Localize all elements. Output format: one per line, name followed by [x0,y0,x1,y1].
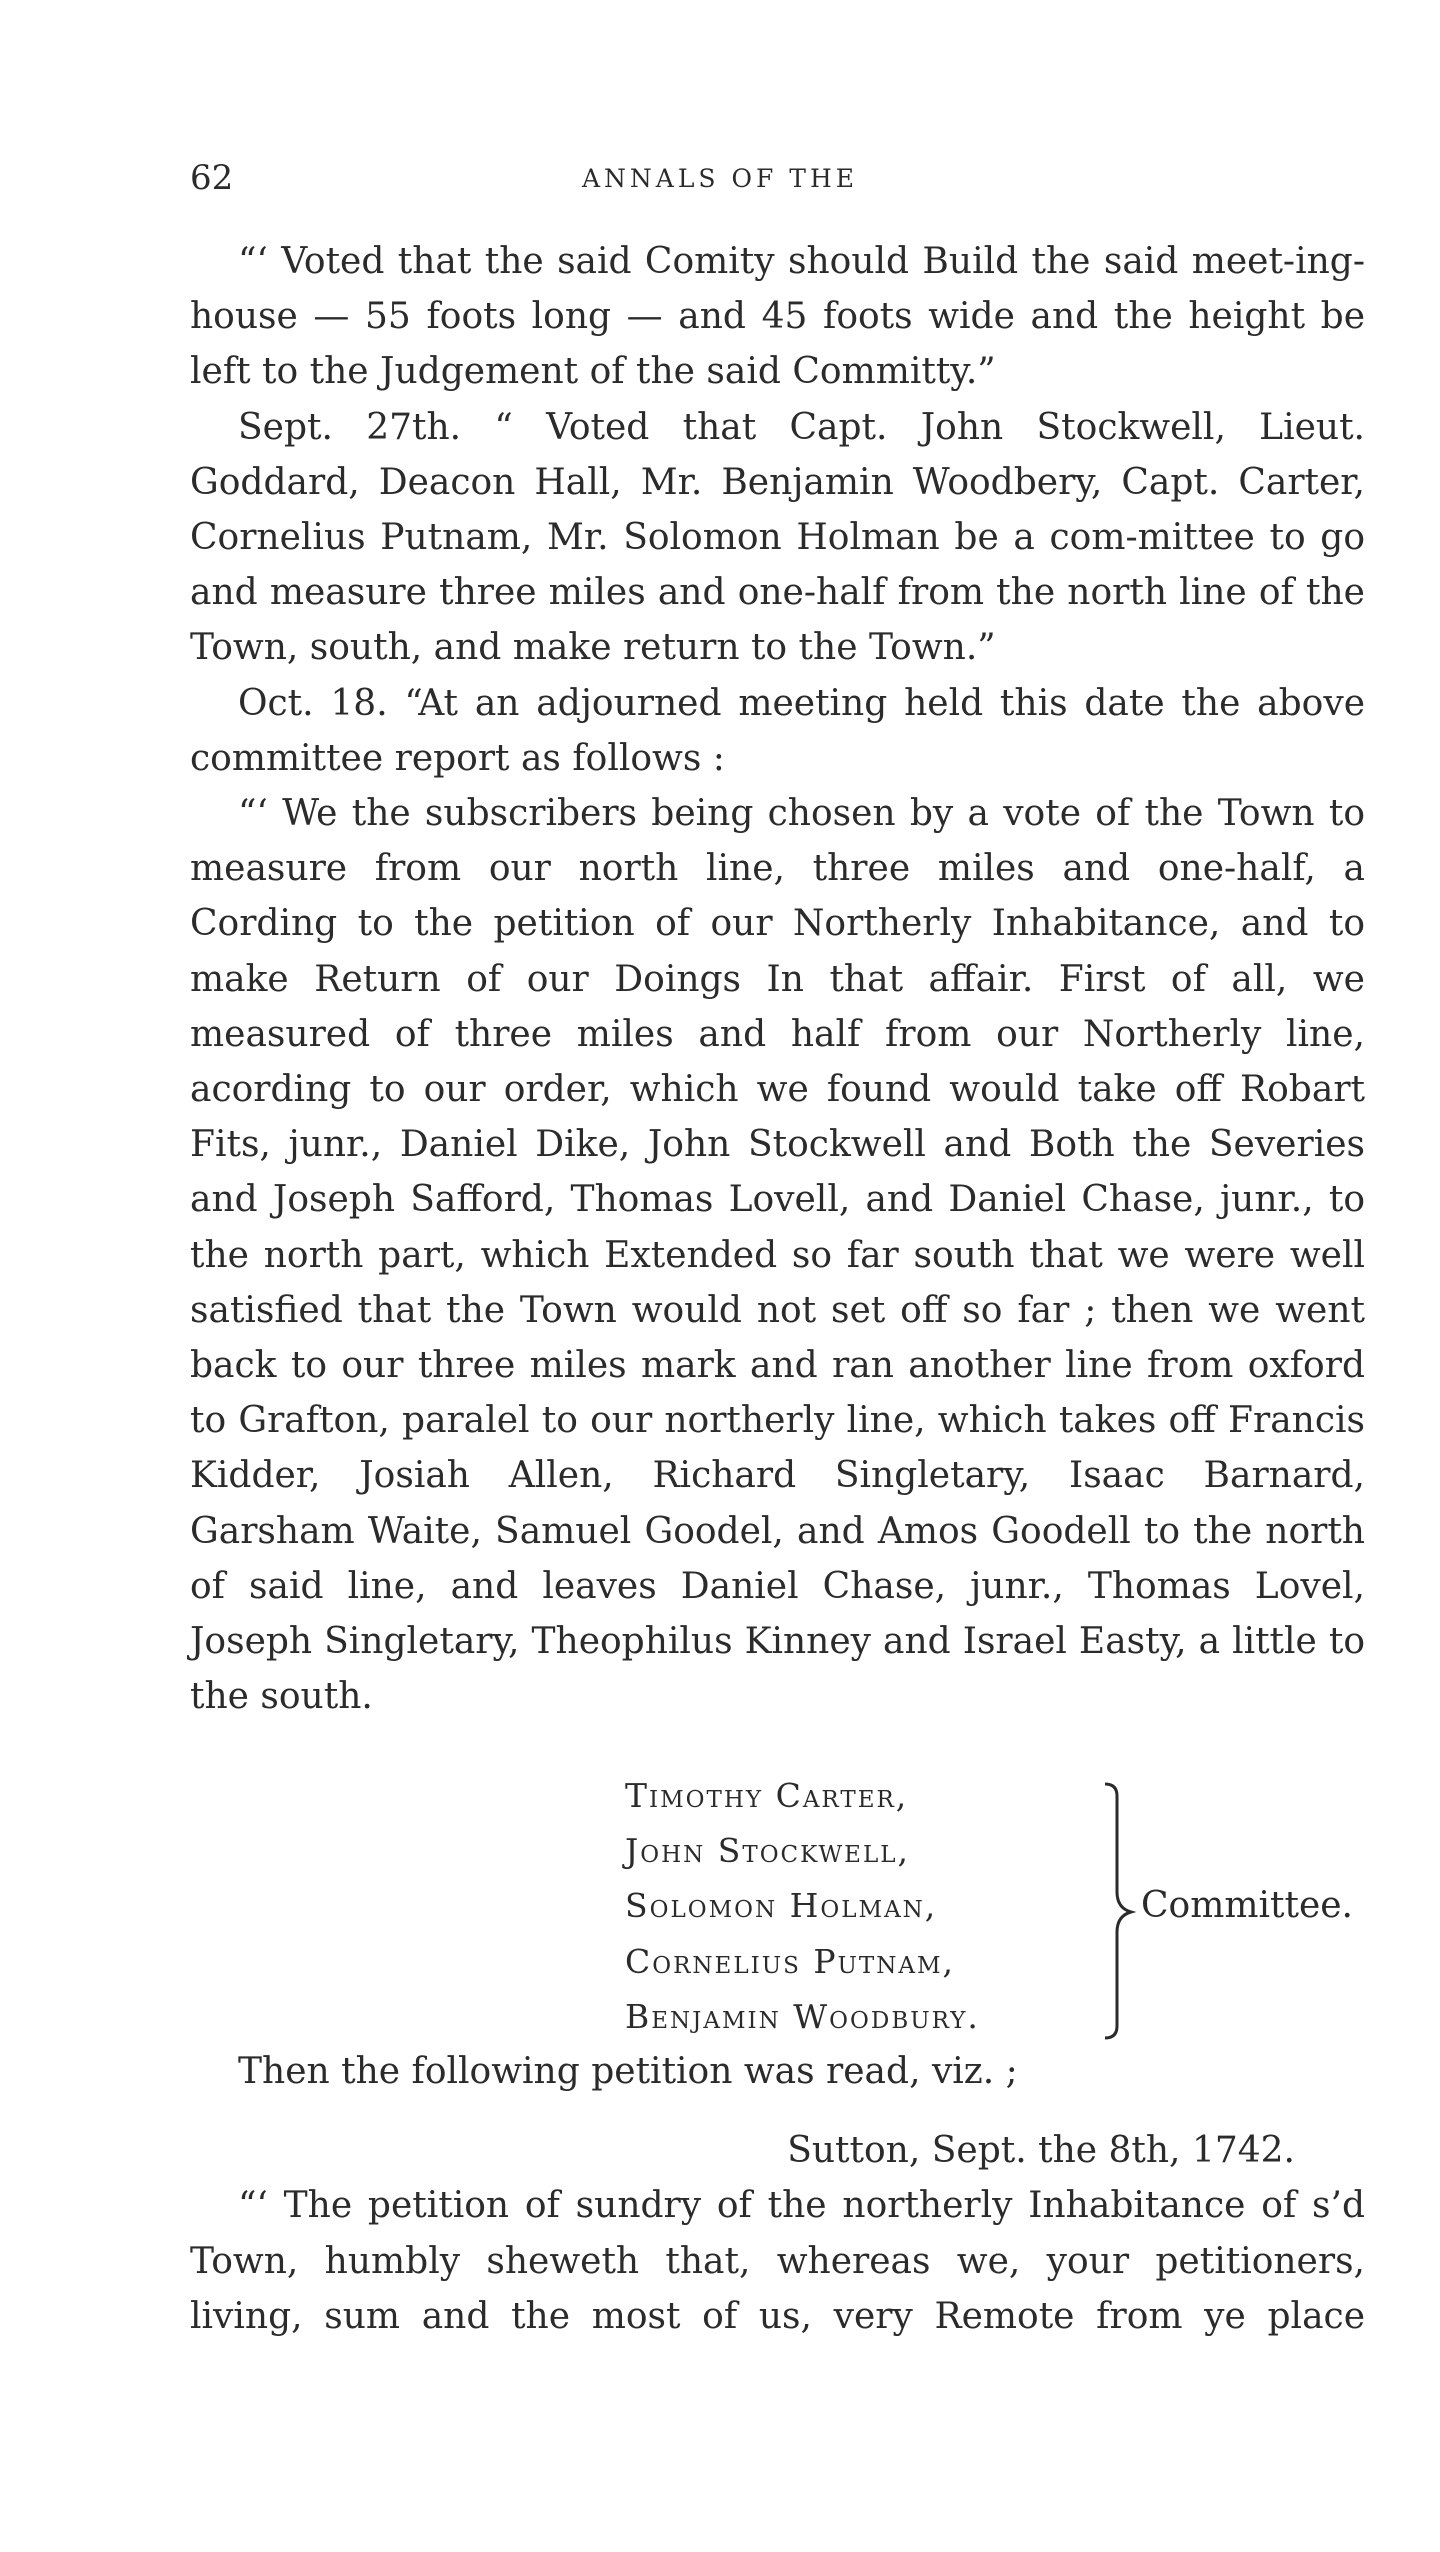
committee-signatures [625,1768,1353,2048]
petition-line: “‘ The petition of sundry of the northerly Inhabitance of s’d [238,2185,1365,2227]
right-brace [1097,1780,1137,2042]
paragraph-sept-27: Sept. 27th. “ Voted that Capt. John Stockwell, Lieut. Goddard, Deacon Hall, Mr. Benjamin Woodbery, Capt. Carter, Cornelius Putnam, Mr. Solomon Holman be a com-mittee to go and measure three miles and one-half from the north line of the Town, south, and make return to the Town.” [190,406,1365,669]
paragraph-vote-meeting-house: “‘ Voted that the said Comity should Build the said meet-ing-house — 55 foots long — and 45 foots wide and the height be left to the Judgement of the said Committy.” [190,241,1365,393]
signatory-name: Cornelius Putnam, [625,1941,956,1981]
petition-section [190,2044,1365,2344]
petition-dateline: Sutton, Sept. the 8th, 1742. [787,2130,1295,2172]
committee-role: Committee. [1141,1885,1353,1926]
paragraph-committee-report: “‘ We the subscribers being chosen by a vote of the Town to measure from our north line, three miles and one-half, a Cording to the petition of our Northerly Inhabitance, and to make Return of our Doings In that affair. First of all, we measured of three miles and half from our Northerly line, acording to our order, which we found would take off Robart Fits, junr., Daniel Dike, John Stockwell and Both the Severies and Joseph Safford, Thomas Lovell, and Daniel Chase, junr., to the north part, which Extended so far south that we were well satisfied that the Town would not set off so far ; then we went back to our three miles mark and ran another line from oxford to Grafton, paralel to our northerly line, which takes off Francis Kidder, Josiah Allen, Richard Singletary, Isaac Barnard, Garsham Waite, Samuel Goodel, and Amos Goodell to the north of said line, and leaves Daniel Chase, junr., Thomas Lovel, Joseph Singletary, Theophilus Kinney and Israel Easty, a little to the south. [190,793,1365,1718]
signatory-name: Timothy Carter, [625,1776,909,1815]
petition-line: Town, humbly sheweth that, whereas we, your petitioners, [190,2240,1365,2282]
running-title: ANNALS OF THE [581,164,859,193]
signatory-name: Benjamin Woodbury. [625,1996,980,2036]
page-number: 62 [190,158,234,198]
petition-line: living, sum and the most of us, very Remote from ye place [190,2295,1365,2337]
signatory-name: Solomon Holman, [625,1886,938,1926]
page-header [0,158,1440,208]
paragraph-oct-18: Oct. 18. “At an adjourned meeting held this date the above committee report as follows : [190,682,1365,779]
signatory-name: John Stockwell, [625,1831,910,1871]
petition-intro: Then the following petition was read, viz. ; [238,2051,1018,2092]
body-text [190,234,1365,1724]
